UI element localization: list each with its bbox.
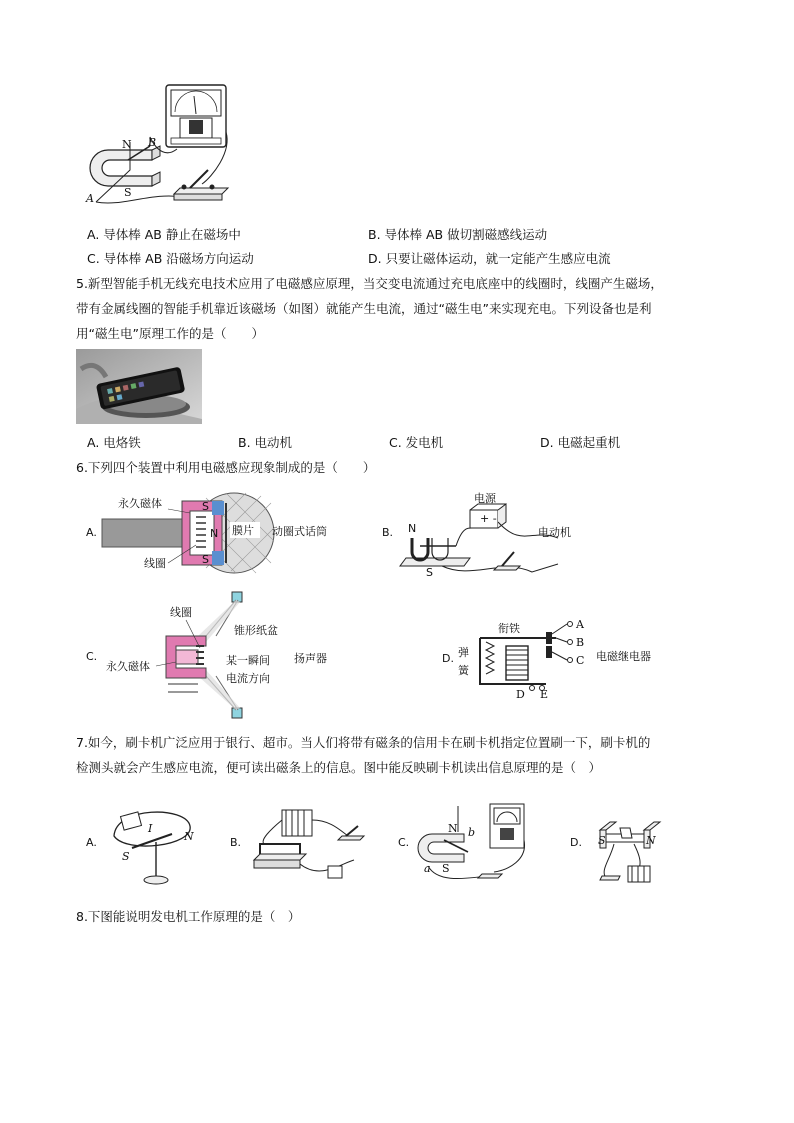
q4-label-b: B <box>148 136 157 149</box>
q6c-device-name: 扬声器 <box>294 652 327 665</box>
q6a-label-coil: 线圈 <box>144 557 166 570</box>
q7a-figure <box>86 796 206 886</box>
q7a-letter[interactable]: A. <box>86 836 97 849</box>
q6d-terminal-c: C <box>576 654 585 667</box>
q6a-label-magnet: 永久磁体 <box>118 497 162 510</box>
q7c-figure <box>398 800 528 886</box>
switch-icon <box>494 552 520 570</box>
q4-label-s: S <box>124 186 132 199</box>
q5-wireless-charging-photo <box>76 349 202 424</box>
q7d-letter[interactable]: D. <box>570 836 582 849</box>
q5-option-c[interactable]: C. 发电机 <box>389 435 444 450</box>
q6d-device-name: 电磁继电器 <box>596 650 651 663</box>
q7d-figure <box>570 800 680 886</box>
q6c-speaker-figure <box>86 592 356 720</box>
q7a-label-n: N <box>184 830 194 843</box>
battery-icon <box>282 810 312 836</box>
q6a-pole-s1: S <box>202 500 209 513</box>
q4-label-a: A <box>86 192 94 205</box>
q6c-label-magnet: 永久磁体 <box>106 660 150 673</box>
q6-stem: 6.下列四个装置中利用电磁感应现象制成的是（ ） <box>76 460 376 475</box>
q7d-label-n: N <box>646 834 656 847</box>
q6d-label-armature: 衔铁 <box>498 622 520 635</box>
q6d-label-spring1: 弹 <box>458 646 469 659</box>
q6a-label-film: 膜片 <box>232 524 254 537</box>
q4-label-n: N <box>122 138 132 151</box>
q7c-label-n: N <box>448 822 458 835</box>
q4-option-c[interactable]: C. 导体棒 AB 沿磁场方向运动 <box>87 251 254 266</box>
q7-stem-line1: 7.如今，刷卡机广泛应用于银行、超市。当人们将带有磁条的信用卡在刷卡机指定位置刷一下，刷卡机的 <box>76 735 651 750</box>
q6d-terminal-e: E <box>540 688 549 701</box>
q4-option-b[interactable]: B. 导体棒 AB 做切割磁感线运动 <box>368 227 548 242</box>
q6c-label-cone: 锥形纸盆 <box>234 624 278 637</box>
q7c-letter[interactable]: C. <box>398 836 410 849</box>
q5-stem-line3: 用“磁生电”原理工作的是（ ） <box>76 326 264 341</box>
q6a-microphone-figure <box>86 493 366 575</box>
q5-option-a[interactable]: A. 电烙铁 <box>87 435 141 450</box>
q5-stem-line1: 5.新型智能手机无线充电技术应用了电磁感应原理，当交变电流通过充电底座中的线圈时，线圈产生磁场， <box>76 276 663 291</box>
q6c-label-coil: 线圈 <box>170 606 192 619</box>
q6b-label-power: 电源 <box>474 492 496 505</box>
galvanometer-icon <box>490 804 524 848</box>
q6a-pole-n: N <box>210 527 219 540</box>
q6d-terminal-a: A <box>576 618 584 631</box>
q8-stem: 8.下图能说明发电机工作原理的是（ ） <box>76 909 301 924</box>
q6b-pole-n: N <box>408 522 417 535</box>
q7-stem-line2: 检测头就会产生感应电流，便可读出磁条上的信息。图中能反映刷卡机读出信息原理的是（ ） <box>76 760 602 775</box>
q7a-label-i: I <box>148 822 153 835</box>
q7c-label-b: b <box>468 826 476 839</box>
q4-option-a[interactable]: A. 导体棒 AB 静止在磁场中 <box>87 227 241 242</box>
q6c-label-moment: 某一瞬间 <box>226 654 270 667</box>
u-magnet-icon <box>90 146 160 186</box>
q6d-label-spring2: 簧 <box>458 664 469 677</box>
q5-option-b[interactable]: B. 电动机 <box>238 435 293 450</box>
q7b-figure <box>230 800 370 886</box>
q7d-label-s: S <box>598 834 606 847</box>
q6d-relay-figure <box>442 612 682 702</box>
q4-option-d[interactable]: D. 只要让磁体运动，就一定能产生感应电流 <box>368 251 611 266</box>
switch-icon <box>174 170 228 200</box>
q6c-letter[interactable]: C. <box>86 650 98 663</box>
q4-induction-figure <box>82 82 232 207</box>
battery-icon <box>628 866 650 882</box>
q6d-terminal-b: B <box>576 636 585 649</box>
q5-option-d[interactable]: D. 电磁起重机 <box>540 435 621 450</box>
galvanometer-icon <box>166 85 226 147</box>
q7b-letter[interactable]: B. <box>230 836 242 849</box>
q6b-letter[interactable]: B. <box>382 526 394 539</box>
q6d-letter[interactable]: D. <box>442 652 454 665</box>
q6c-label-direction: 电流方向 <box>226 672 270 685</box>
q6a-pole-s2: S <box>202 553 209 566</box>
q7a-label-s: S <box>122 850 130 863</box>
q6b-pole-s: S <box>426 566 433 579</box>
q6d-terminal-d: D <box>516 688 525 701</box>
q7c-label-a: a <box>424 862 431 875</box>
q6b-device-name: 电动机 <box>538 526 571 539</box>
q6b-motor-figure <box>382 488 612 580</box>
q7c-label-s: S <box>442 862 450 875</box>
svg-text:+ -: + - <box>480 512 497 525</box>
q6a-device-name: 动圈式话筒 <box>272 525 327 538</box>
q5-stem-line2: 带有金属线圈的智能手机靠近该磁场（如图）就能产生电流，通过“磁生电”来实现充电。下列设备也是利 <box>76 301 652 316</box>
q6a-letter[interactable]: A. <box>86 526 97 539</box>
